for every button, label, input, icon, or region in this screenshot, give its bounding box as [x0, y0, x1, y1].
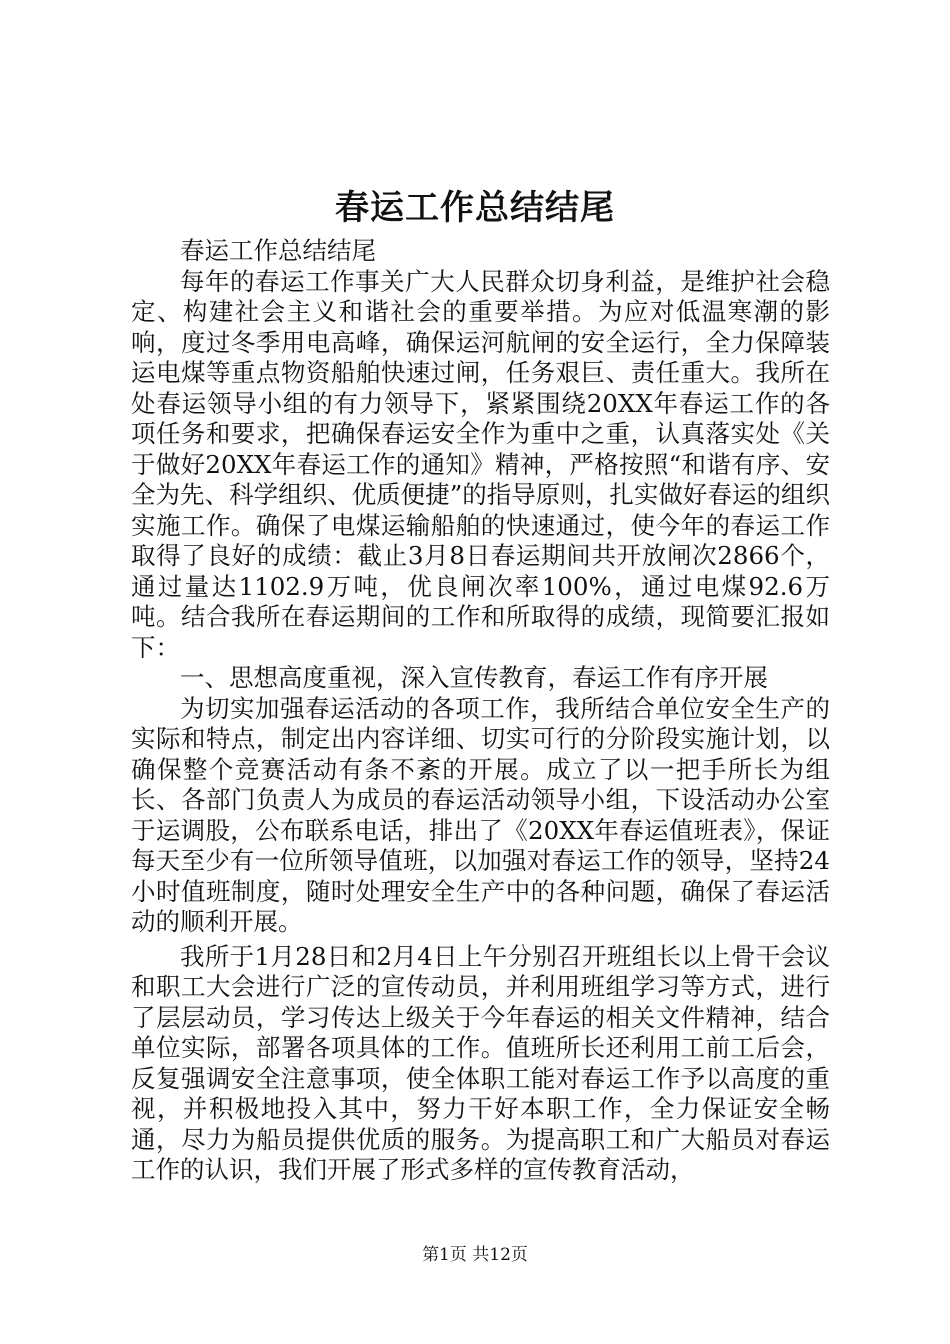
paragraph-intro: 每年的春运工作事关广大人民群众切身利益，是维护社会稳定、构建社会主义和谐社会的重要举措。为应对低温寒潮的影响，度过冬季用电高峰，确保运河航闸的安全运行，全力保障装运电煤等重点物资船舶快速过闸，任务艰巨、责任重大。我所在处春运领导小组的有力领导下，紧紧围绕20XX年春运工作的各项任务和要求，把确保春运安全作为重中之重，认真落实处《关于做好20XX年春运工作的通知》精神，严格按照“和谐有序、安全为先、科学组织、优质便捷”的指导原则，扎实做好春运的组织实施工作。确保了电煤运输船舶的快速通过，使今年的春运工作取得了良好的成绩：截止3月8日春运期间共开放闸次2866个，通过量达1102.9万吨，优良闸次率100%，通过电煤92.6万吨。结合我所在春运期间的工作和所取得的成绩，现简要汇报如下：	[131, 266, 830, 662]
document-title: 春运工作总结结尾	[335, 188, 615, 228]
section-heading-1: 一、思想高度重视，深入宣传教育，春运工作有序开展	[180, 663, 768, 692]
paragraph-section-1: 为切实加强春运活动的各项工作，我所结合单位安全生产的实际和特点，制定出内容详细、切实可行的分阶段实施计划，以确保整个竞赛活动有条不紊的开展。成立了以一把手所长为组长、各部门负责人为成员的春运活动领导小组，下设活动办公室于运调股，公布联系电话，排出了《20XX年春运值班表》，保证每天至少有一位所领导值班，以加强对春运工作的领导，坚持24小时值班制度，随时处理安全生产中的各种问题，确保了春运活动的顺利开展。	[131, 693, 830, 936]
paragraph-section-1-cont: 我所于1月28日和2月4日上午分别召开班组长以上骨干会议和职工大会进行广泛的宣传动员，并利用班组学习等方式，进行了层层动员，学习传达上级关于今年春运的相关文件精神，结合单位实际，部署各项具体的工作。值班所长还利用工前工后会，反复强调安全注意事项，使全体职工能对春运工作予以高度的重视，并积极地投入其中，努力干好本职工作，全力保证安全畅通，尽力为船员提供优质的服务。为提高职工和广大船员对春运工作的认识，我们开展了形式多样的宣传教育活动，	[131, 941, 830, 1184]
document-body	[131, 236, 830, 1186]
paragraph-subtitle: 春运工作总结结尾	[180, 236, 376, 265]
page-footer: 第1页 共12页	[422, 1245, 528, 1265]
